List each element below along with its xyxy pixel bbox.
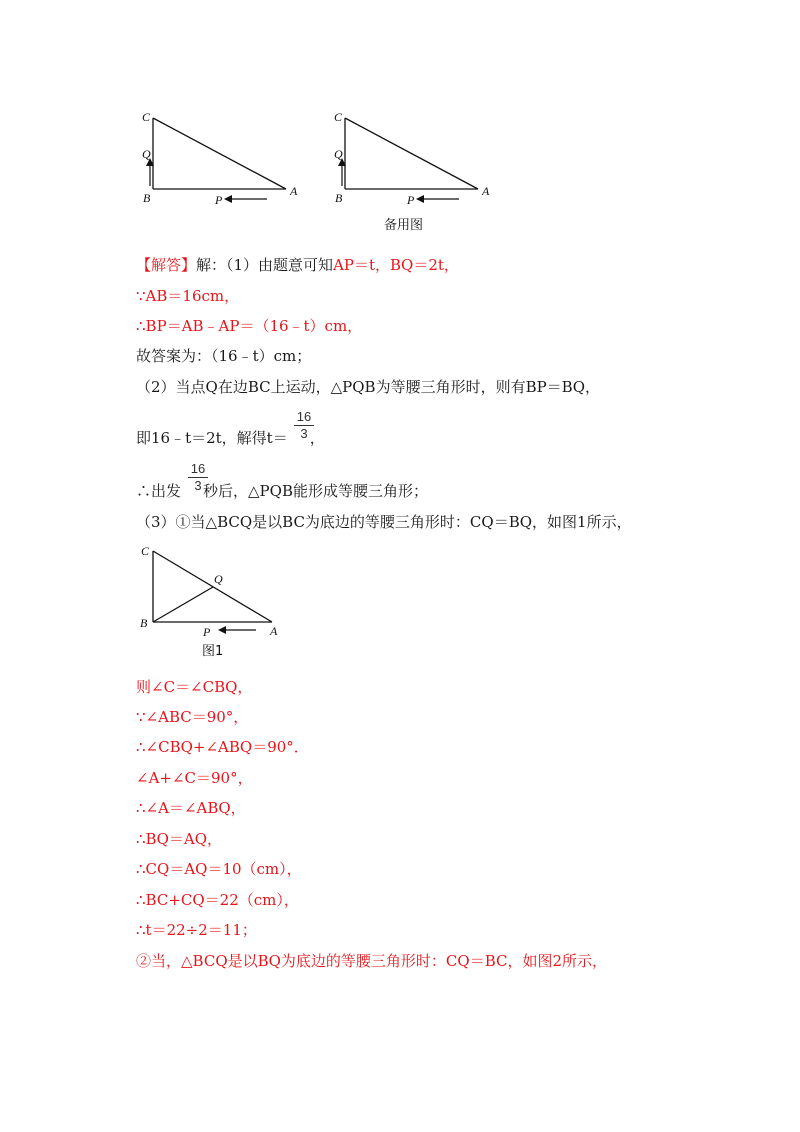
triangle-figure-main bbox=[130, 100, 310, 210]
label-b: B bbox=[140, 616, 148, 630]
label-c: C bbox=[334, 110, 343, 124]
fraction-16-3-a bbox=[294, 410, 314, 441]
line-6-a: 即16﹣t＝2t，解得t＝ bbox=[136, 429, 288, 447]
fraction-16-3-b bbox=[188, 462, 208, 493]
arrow-p-head bbox=[218, 626, 226, 634]
label-b: B bbox=[335, 191, 343, 205]
fraction-denominator: 3 bbox=[300, 426, 308, 441]
label-c: C bbox=[142, 110, 151, 124]
side-ca bbox=[345, 118, 478, 189]
solution-line-8: （3）①当△BCQ是以BC为底边的等腰三角形时：CQ＝BQ，如图1所示， bbox=[136, 513, 632, 531]
triangle-figure-backup bbox=[322, 100, 502, 235]
line-7-b: 秒后，△PQB能形成等腰三角形； bbox=[203, 482, 428, 500]
label-p: P bbox=[203, 625, 211, 639]
solution-line-5: （2）当点Q在边BC上运动，△PQB为等腰三角形时，则有BP＝BQ， bbox=[136, 378, 601, 396]
label-a: A bbox=[290, 184, 298, 198]
label-a: A bbox=[482, 184, 490, 198]
solution-line-3: ∴BP＝AB﹣AP＝（16﹣t）cm， bbox=[136, 317, 363, 335]
solution-line-4: 故答案为：（16﹣t）cm； bbox=[136, 347, 312, 365]
label-p: P bbox=[215, 193, 223, 207]
solution-line-16: ∴BC+CQ＝22（cm）， bbox=[136, 891, 299, 909]
label-q: Q bbox=[142, 147, 151, 161]
line-1-eq: AP＝t，BQ＝2t， bbox=[333, 256, 459, 274]
label-p: P bbox=[407, 193, 415, 207]
solution-line-13: ∴∠A＝∠ABQ， bbox=[136, 799, 246, 817]
fraction-numerator: 16 bbox=[296, 409, 312, 424]
solution-line-15: ∴CQ＝AQ＝10（cm）， bbox=[136, 860, 302, 878]
solution-line-2: ∵AB＝16cm， bbox=[136, 287, 240, 305]
line-6-b: ， bbox=[309, 429, 325, 447]
segment-bq bbox=[153, 587, 213, 622]
line-1-prefix: 解：（1）由题意可知 bbox=[196, 256, 334, 274]
solution-line-1 bbox=[136, 255, 459, 275]
triangle-figure-1 bbox=[130, 538, 300, 663]
label-a: A bbox=[270, 624, 278, 638]
solution-line-18: ②当，△BCQ是以BQ为底边的等腰三角形时：CQ＝BC，如图2所示， bbox=[136, 952, 608, 970]
backup-caption: 备用图 bbox=[384, 218, 424, 233]
label-q: Q bbox=[214, 572, 223, 586]
arrow-p-head bbox=[224, 195, 232, 203]
label-b: B bbox=[143, 191, 151, 205]
solution-line-9: 则∠C＝∠CBQ， bbox=[136, 678, 253, 696]
line-7-a: ∴出发 bbox=[136, 482, 182, 500]
fig1-caption: 图1 bbox=[202, 644, 224, 659]
solution-line-11: ∴∠CBQ+∠ABQ＝90°． bbox=[136, 738, 309, 756]
solution-line-17: ∴t＝22÷2＝11； bbox=[136, 921, 257, 939]
fraction-denominator: 3 bbox=[194, 478, 202, 493]
solution-line-12: ∠A+∠C＝90°， bbox=[136, 769, 253, 787]
side-ca bbox=[153, 118, 286, 189]
solution-line-14: ∴BQ＝AQ， bbox=[136, 830, 222, 848]
solution-line-7 bbox=[136, 478, 428, 501]
solution-line-10: ∵∠ABC＝90°， bbox=[136, 708, 249, 726]
arrow-p-head bbox=[416, 195, 424, 203]
answer-tag: 【解答】 bbox=[136, 256, 197, 274]
fraction-numerator: 16 bbox=[190, 461, 206, 476]
label-q: Q bbox=[334, 147, 343, 161]
label-c: C bbox=[141, 544, 150, 558]
